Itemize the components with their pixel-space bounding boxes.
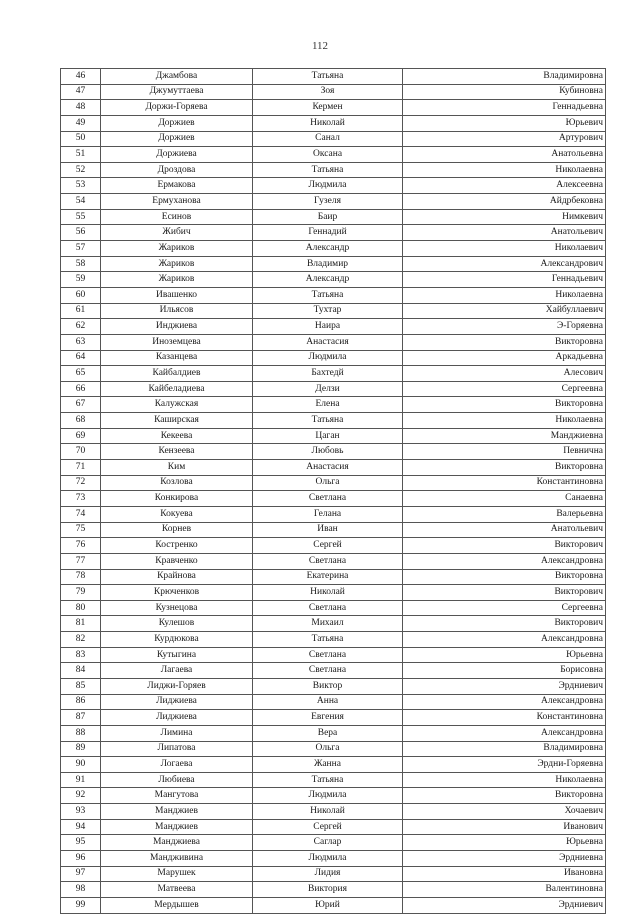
- last-name-cell: Ильясов: [101, 303, 253, 319]
- first-name-cell: Татьяна: [253, 632, 403, 648]
- first-name-cell: Татьяна: [253, 772, 403, 788]
- table-row: [61, 632, 606, 648]
- first-name-cell: Юрий: [253, 897, 403, 913]
- row-number-cell: 48: [61, 100, 101, 116]
- patronymic-cell: Иванович: [403, 819, 606, 835]
- patronymic-cell: Викторовна: [403, 788, 606, 804]
- patronymic-cell: Викторович: [403, 616, 606, 632]
- last-name-cell: Доржиева: [101, 147, 253, 163]
- table-row: [61, 381, 606, 397]
- first-name-cell: Саглар: [253, 835, 403, 851]
- table-row: [61, 506, 606, 522]
- row-number-cell: 93: [61, 804, 101, 820]
- first-name-cell: Владимир: [253, 256, 403, 272]
- first-name-cell: Людмила: [253, 350, 403, 366]
- row-number-cell: 52: [61, 162, 101, 178]
- first-name-cell: Михаил: [253, 616, 403, 632]
- patronymic-cell: Александровна: [403, 632, 606, 648]
- table-row: [61, 460, 606, 476]
- patronymic-cell: Сергеевна: [403, 600, 606, 616]
- table-row: [61, 819, 606, 835]
- patronymic-cell: Викторович: [403, 538, 606, 554]
- row-number-cell: 66: [61, 381, 101, 397]
- patronymic-cell: Николаевна: [403, 287, 606, 303]
- first-name-cell: Лидия: [253, 866, 403, 882]
- row-number-cell: 98: [61, 882, 101, 898]
- first-name-cell: Кермен: [253, 100, 403, 116]
- patronymic-cell: Викторовна: [403, 460, 606, 476]
- patronymic-cell: Александровна: [403, 725, 606, 741]
- last-name-cell: Доржиев: [101, 131, 253, 147]
- last-name-cell: Калужская: [101, 397, 253, 413]
- roster-body: [61, 69, 606, 914]
- first-name-cell: Светлана: [253, 553, 403, 569]
- last-name-cell: Манджиева: [101, 835, 253, 851]
- row-number-cell: 75: [61, 522, 101, 538]
- last-name-cell: Жариков: [101, 241, 253, 257]
- patronymic-cell: Николаевна: [403, 162, 606, 178]
- row-number-cell: 71: [61, 460, 101, 476]
- patronymic-cell: Борисовна: [403, 663, 606, 679]
- patronymic-cell: Ивановна: [403, 866, 606, 882]
- patronymic-cell: Эрдни-Горяевна: [403, 757, 606, 773]
- first-name-cell: Геннадий: [253, 225, 403, 241]
- first-name-cell: Елена: [253, 397, 403, 413]
- first-name-cell: Татьяна: [253, 413, 403, 429]
- table-row: [61, 303, 606, 319]
- last-name-cell: Козлова: [101, 475, 253, 491]
- row-number-cell: 94: [61, 819, 101, 835]
- last-name-cell: Манджиев: [101, 819, 253, 835]
- table-row: [61, 600, 606, 616]
- row-number-cell: 80: [61, 600, 101, 616]
- table-row: [61, 428, 606, 444]
- table-row: [61, 616, 606, 632]
- last-name-cell: Манджиев: [101, 804, 253, 820]
- patronymic-cell: Хайбуллаевич: [403, 303, 606, 319]
- last-name-cell: Ермуханова: [101, 194, 253, 210]
- patronymic-cell: Юрьевич: [403, 115, 606, 131]
- row-number-cell: 70: [61, 444, 101, 460]
- patronymic-cell: Эрдниевна: [403, 851, 606, 867]
- table-row: [61, 569, 606, 585]
- last-name-cell: Джамбова: [101, 69, 253, 85]
- patronymic-cell: Юрьевна: [403, 835, 606, 851]
- row-number-cell: 85: [61, 678, 101, 694]
- last-name-cell: Логаева: [101, 757, 253, 773]
- row-number-cell: 78: [61, 569, 101, 585]
- patronymic-cell: Алесович: [403, 366, 606, 382]
- first-name-cell: Любовь: [253, 444, 403, 460]
- last-name-cell: Кузнецова: [101, 600, 253, 616]
- row-number-cell: 84: [61, 663, 101, 679]
- first-name-cell: Евгения: [253, 710, 403, 726]
- last-name-cell: Лагаева: [101, 663, 253, 679]
- patronymic-cell: Викторовна: [403, 569, 606, 585]
- first-name-cell: Баир: [253, 209, 403, 225]
- first-name-cell: Сергей: [253, 819, 403, 835]
- roster-table: [60, 68, 606, 914]
- first-name-cell: Анна: [253, 694, 403, 710]
- patronymic-cell: Хочаевич: [403, 804, 606, 820]
- row-number-cell: 82: [61, 632, 101, 648]
- last-name-cell: Лимина: [101, 725, 253, 741]
- row-number-cell: 88: [61, 725, 101, 741]
- patronymic-cell: Аркадьевна: [403, 350, 606, 366]
- patronymic-cell: Кубиновна: [403, 84, 606, 100]
- first-name-cell: Гелана: [253, 506, 403, 522]
- last-name-cell: Лиджиева: [101, 694, 253, 710]
- last-name-cell: Матвеева: [101, 882, 253, 898]
- row-number-cell: 90: [61, 757, 101, 773]
- patronymic-cell: Владимировна: [403, 741, 606, 757]
- patronymic-cell: Викторовна: [403, 334, 606, 350]
- table-row: [61, 162, 606, 178]
- last-name-cell: Курдюкова: [101, 632, 253, 648]
- first-name-cell: Виктор: [253, 678, 403, 694]
- row-number-cell: 47: [61, 84, 101, 100]
- patronymic-cell: Эрдниевич: [403, 897, 606, 913]
- table-row: [61, 772, 606, 788]
- first-name-cell: Вера: [253, 725, 403, 741]
- first-name-cell: Светлана: [253, 663, 403, 679]
- last-name-cell: Марушек: [101, 866, 253, 882]
- row-number-cell: 61: [61, 303, 101, 319]
- last-name-cell: Жариков: [101, 256, 253, 272]
- table-row: [61, 366, 606, 382]
- row-number-cell: 67: [61, 397, 101, 413]
- first-name-cell: Бахтедй: [253, 366, 403, 382]
- table-row: [61, 757, 606, 773]
- table-row: [61, 319, 606, 335]
- patronymic-cell: Александровна: [403, 553, 606, 569]
- row-number-cell: 72: [61, 475, 101, 491]
- row-number-cell: 54: [61, 194, 101, 210]
- table-row: [61, 647, 606, 663]
- first-name-cell: Оксана: [253, 147, 403, 163]
- row-number-cell: 62: [61, 319, 101, 335]
- row-number-cell: 83: [61, 647, 101, 663]
- table-row: [61, 804, 606, 820]
- first-name-cell: Татьяна: [253, 287, 403, 303]
- table-row: [61, 710, 606, 726]
- last-name-cell: Казанцева: [101, 350, 253, 366]
- row-number-cell: 53: [61, 178, 101, 194]
- last-name-cell: Иноземцева: [101, 334, 253, 350]
- patronymic-cell: Э-Горяевна: [403, 319, 606, 335]
- table-row: [61, 725, 606, 741]
- last-name-cell: Ивашенко: [101, 287, 253, 303]
- last-name-cell: Ким: [101, 460, 253, 476]
- table-row: [61, 538, 606, 554]
- table-row: [61, 553, 606, 569]
- patronymic-cell: Эрдниевич: [403, 678, 606, 694]
- row-number-cell: 91: [61, 772, 101, 788]
- last-name-cell: Кайбалдиев: [101, 366, 253, 382]
- patronymic-cell: Манджиевна: [403, 428, 606, 444]
- last-name-cell: Мандживина: [101, 851, 253, 867]
- patronymic-cell: Нимкевич: [403, 209, 606, 225]
- table-row: [61, 835, 606, 851]
- last-name-cell: Кокуева: [101, 506, 253, 522]
- table-row: [61, 585, 606, 601]
- last-name-cell: Лиджи-Горяев: [101, 678, 253, 694]
- patronymic-cell: Александрович: [403, 256, 606, 272]
- table-row: [61, 84, 606, 100]
- first-name-cell: Виктория: [253, 882, 403, 898]
- table-row: [61, 147, 606, 163]
- row-number-cell: 96: [61, 851, 101, 867]
- table-row: [61, 663, 606, 679]
- table-row: [61, 678, 606, 694]
- patronymic-cell: Александровна: [403, 694, 606, 710]
- first-name-cell: Гузеля: [253, 194, 403, 210]
- last-name-cell: Жариков: [101, 272, 253, 288]
- first-name-cell: Анастасия: [253, 334, 403, 350]
- patronymic-cell: Анатольевна: [403, 147, 606, 163]
- row-number-cell: 97: [61, 866, 101, 882]
- last-name-cell: Дроздова: [101, 162, 253, 178]
- table-row: [61, 256, 606, 272]
- patronymic-cell: Певнична: [403, 444, 606, 460]
- patronymic-cell: Артурович: [403, 131, 606, 147]
- first-name-cell: Наира: [253, 319, 403, 335]
- row-number-cell: 58: [61, 256, 101, 272]
- row-number-cell: 73: [61, 491, 101, 507]
- last-name-cell: Лиджиева: [101, 710, 253, 726]
- row-number-cell: 64: [61, 350, 101, 366]
- patronymic-cell: Николаевна: [403, 772, 606, 788]
- last-name-cell: Кутыгина: [101, 647, 253, 663]
- table-row: [61, 491, 606, 507]
- last-name-cell: Есинов: [101, 209, 253, 225]
- last-name-cell: Доржиев: [101, 115, 253, 131]
- last-name-cell: Любиева: [101, 772, 253, 788]
- table-row: [61, 225, 606, 241]
- first-name-cell: Жанна: [253, 757, 403, 773]
- last-name-cell: Кравченко: [101, 553, 253, 569]
- table-row: [61, 866, 606, 882]
- table-row: [61, 413, 606, 429]
- table-row: [61, 334, 606, 350]
- first-name-cell: Светлана: [253, 647, 403, 663]
- table-row: [61, 350, 606, 366]
- table-row: [61, 115, 606, 131]
- page-number: 112: [311, 40, 329, 52]
- row-number-cell: 99: [61, 897, 101, 913]
- first-name-cell: Николай: [253, 115, 403, 131]
- patronymic-cell: Валерьевна: [403, 506, 606, 522]
- first-name-cell: Делзи: [253, 381, 403, 397]
- row-number-cell: 79: [61, 585, 101, 601]
- patronymic-cell: Анатольевич: [403, 225, 606, 241]
- last-name-cell: Джумуттаева: [101, 84, 253, 100]
- patronymic-cell: Викторовна: [403, 397, 606, 413]
- table-row: [61, 100, 606, 116]
- first-name-cell: Зоя: [253, 84, 403, 100]
- last-name-cell: Корнев: [101, 522, 253, 538]
- patronymic-cell: Николаевич: [403, 241, 606, 257]
- first-name-cell: Тухтар: [253, 303, 403, 319]
- first-name-cell: Александр: [253, 272, 403, 288]
- last-name-cell: Крайнова: [101, 569, 253, 585]
- last-name-cell: Мердышев: [101, 897, 253, 913]
- first-name-cell: Екатерина: [253, 569, 403, 585]
- table-row: [61, 741, 606, 757]
- last-name-cell: Кулешов: [101, 616, 253, 632]
- row-number-cell: 87: [61, 710, 101, 726]
- first-name-cell: Светлана: [253, 600, 403, 616]
- last-name-cell: Крюченков: [101, 585, 253, 601]
- table-row: [61, 882, 606, 898]
- row-number-cell: 63: [61, 334, 101, 350]
- patronymic-cell: Алексеевна: [403, 178, 606, 194]
- patronymic-cell: Анатольевич: [403, 522, 606, 538]
- table-row: [61, 178, 606, 194]
- first-name-cell: Александр: [253, 241, 403, 257]
- last-name-cell: Инджиева: [101, 319, 253, 335]
- first-name-cell: Людмила: [253, 851, 403, 867]
- last-name-cell: Кекеева: [101, 428, 253, 444]
- first-name-cell: Ольга: [253, 475, 403, 491]
- first-name-cell: Санал: [253, 131, 403, 147]
- last-name-cell: Конкирова: [101, 491, 253, 507]
- row-number-cell: 74: [61, 506, 101, 522]
- first-name-cell: Татьяна: [253, 69, 403, 85]
- table-row: [61, 69, 606, 85]
- first-name-cell: Ольга: [253, 741, 403, 757]
- patronymic-cell: Юрьевна: [403, 647, 606, 663]
- first-name-cell: Людмила: [253, 788, 403, 804]
- row-number-cell: 89: [61, 741, 101, 757]
- patronymic-cell: Геннадьевна: [403, 100, 606, 116]
- table-row: [61, 272, 606, 288]
- row-number-cell: 68: [61, 413, 101, 429]
- patronymic-cell: Геннадьевич: [403, 272, 606, 288]
- row-number-cell: 86: [61, 694, 101, 710]
- last-name-cell: Кензеева: [101, 444, 253, 460]
- row-number-cell: 60: [61, 287, 101, 303]
- row-number-cell: 46: [61, 69, 101, 85]
- table-row: [61, 397, 606, 413]
- row-number-cell: 55: [61, 209, 101, 225]
- last-name-cell: Каширская: [101, 413, 253, 429]
- first-name-cell: Сергей: [253, 538, 403, 554]
- patronymic-cell: Санаевна: [403, 491, 606, 507]
- first-name-cell: Николай: [253, 804, 403, 820]
- last-name-cell: Ермакова: [101, 178, 253, 194]
- patronymic-cell: Айдрбековна: [403, 194, 606, 210]
- first-name-cell: Иван: [253, 522, 403, 538]
- last-name-cell: Мангутова: [101, 788, 253, 804]
- row-number-cell: 50: [61, 131, 101, 147]
- row-number-cell: 77: [61, 553, 101, 569]
- last-name-cell: Жибич: [101, 225, 253, 241]
- row-number-cell: 92: [61, 788, 101, 804]
- first-name-cell: Татьяна: [253, 162, 403, 178]
- table-row: [61, 444, 606, 460]
- row-number-cell: 81: [61, 616, 101, 632]
- patronymic-cell: Валентиновна: [403, 882, 606, 898]
- table-row: [61, 475, 606, 491]
- table-row: [61, 897, 606, 913]
- first-name-cell: Светлана: [253, 491, 403, 507]
- row-number-cell: 69: [61, 428, 101, 444]
- last-name-cell: Липатова: [101, 741, 253, 757]
- patronymic-cell: Константиновна: [403, 710, 606, 726]
- row-number-cell: 95: [61, 835, 101, 851]
- table-row: [61, 522, 606, 538]
- first-name-cell: Анастасия: [253, 460, 403, 476]
- row-number-cell: 76: [61, 538, 101, 554]
- last-name-cell: Доржи-Горяева: [101, 100, 253, 116]
- row-number-cell: 57: [61, 241, 101, 257]
- table-row: [61, 851, 606, 867]
- patronymic-cell: Викторович: [403, 585, 606, 601]
- row-number-cell: 65: [61, 366, 101, 382]
- row-number-cell: 51: [61, 147, 101, 163]
- table-row: [61, 209, 606, 225]
- first-name-cell: Цаган: [253, 428, 403, 444]
- last-name-cell: Костренко: [101, 538, 253, 554]
- last-name-cell: Кайбеладиева: [101, 381, 253, 397]
- table-row: [61, 194, 606, 210]
- table-row: [61, 788, 606, 804]
- first-name-cell: Людмила: [253, 178, 403, 194]
- table-row: [61, 287, 606, 303]
- patronymic-cell: Сергеевна: [403, 381, 606, 397]
- table-row: [61, 694, 606, 710]
- patronymic-cell: Николаевна: [403, 413, 606, 429]
- row-number-cell: 59: [61, 272, 101, 288]
- table-row: [61, 241, 606, 257]
- patronymic-cell: Константиновна: [403, 475, 606, 491]
- first-name-cell: Николай: [253, 585, 403, 601]
- patronymic-cell: Владимировна: [403, 69, 606, 85]
- row-number-cell: 49: [61, 115, 101, 131]
- table-row: [61, 131, 606, 147]
- row-number-cell: 56: [61, 225, 101, 241]
